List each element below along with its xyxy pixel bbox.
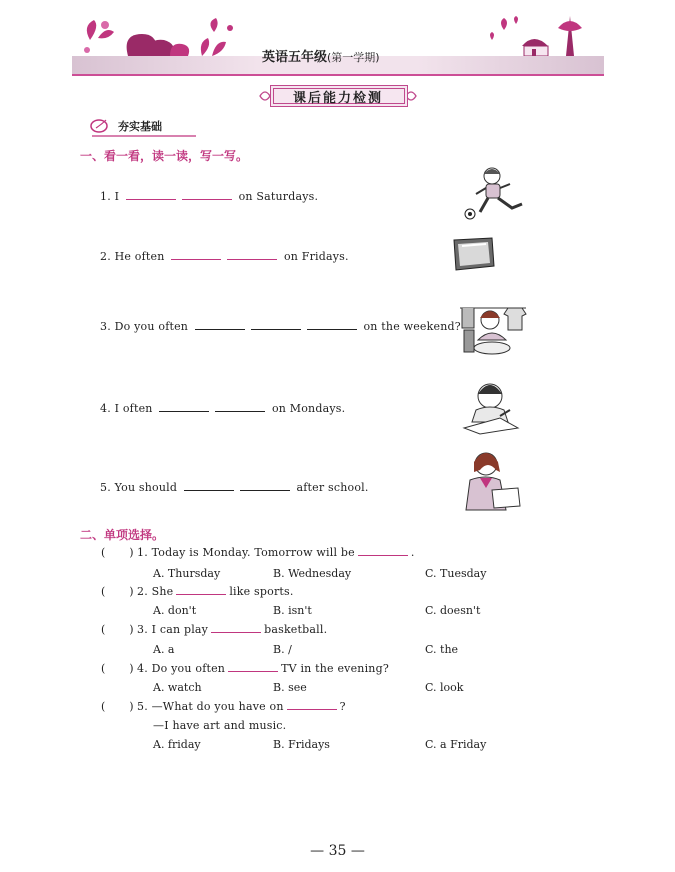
boy-doing-homework-picture (460, 380, 522, 436)
option-b[interactable]: B. Fridays (273, 738, 330, 751)
book-title-main: 英语五年级 (262, 50, 328, 65)
section-banner (258, 83, 418, 109)
s1-question-4: 4. I often on Mondays. (100, 402, 346, 415)
s1-question-5: 5. You should after school. (100, 481, 369, 494)
book-title-term: (第一学期) (327, 51, 380, 64)
option-c[interactable]: C. look (425, 681, 464, 694)
s2-question-4: 4. Do you often TV in the evening? (137, 662, 389, 675)
sub-heading (90, 116, 200, 138)
option-a[interactable]: A. Thursday (153, 567, 221, 580)
s2-question-3: 3. I can play basketball. (137, 623, 328, 636)
option-a[interactable]: A. friday (153, 738, 201, 751)
option-b[interactable]: B. / (273, 643, 292, 656)
option-c[interactable]: C. Tuesday (425, 567, 487, 580)
s2-question-5: 5. —What do you have on ? (137, 700, 346, 713)
answer-blank[interactable] (287, 700, 337, 710)
option-c[interactable]: C. the (425, 643, 459, 656)
option-b[interactable]: B. isn't (273, 604, 312, 617)
banner-title: 课后能力检测 (292, 91, 383, 106)
answer-blank[interactable] (159, 402, 209, 412)
option-b[interactable]: B. see (273, 681, 307, 694)
option-c[interactable]: C. a Friday (425, 738, 487, 751)
sub-heading-text: 夯实基础 (118, 120, 162, 133)
answer-blank[interactable] (240, 481, 290, 491)
option-c[interactable]: C. doesn't (425, 604, 481, 617)
s1-question-2: 2. He often on Fridays. (100, 250, 349, 263)
s2-question-5-reply: —I have art and music. (153, 719, 287, 732)
option-b[interactable]: B. Wednesday (273, 567, 352, 580)
boy-playing-football-picture (462, 166, 528, 224)
answer-blank[interactable] (184, 481, 234, 491)
girl-washing-clothes-picture (458, 300, 528, 358)
s1-question-3: 3. Do you often on the weekend? (100, 320, 461, 333)
page-number: — 35 — (310, 843, 365, 859)
section1-title: 一、看一看，读一读，写一写。 (80, 149, 249, 163)
answer-blank[interactable] (215, 402, 265, 412)
page-header (72, 10, 604, 76)
option-a[interactable]: A. a (153, 643, 175, 656)
answer-blank[interactable] (228, 662, 278, 672)
answer-blank[interactable] (227, 250, 277, 260)
answer-blank[interactable] (251, 320, 301, 330)
answer-paren-1[interactable]: ( ) (101, 546, 134, 559)
s1-question-1: 1. I on Saturdays. (100, 190, 319, 203)
s2-question-2: 2. She like sports. (137, 585, 294, 598)
option-a[interactable]: A. watch (153, 681, 202, 694)
answer-blank[interactable] (358, 546, 408, 556)
section2-title: 二、单项选择。 (80, 528, 165, 542)
option-a[interactable]: A. don't (153, 604, 197, 617)
answer-paren-2[interactable]: ( ) (101, 585, 134, 598)
girl-reading-picture (458, 448, 524, 518)
answer-paren-5[interactable]: ( ) (101, 700, 134, 713)
answer-paren-3[interactable]: ( ) (101, 623, 134, 636)
answer-blank[interactable] (307, 320, 357, 330)
answer-blank[interactable] (171, 250, 221, 260)
answer-blank[interactable] (126, 190, 176, 200)
answer-blank[interactable] (195, 320, 245, 330)
book-title (262, 46, 380, 65)
answer-blank[interactable] (211, 623, 261, 633)
answer-blank[interactable] (182, 190, 232, 200)
television-picture (452, 236, 496, 274)
answer-blank[interactable] (176, 585, 226, 595)
s2-question-1: 1. Today is Monday. Tomorrow will be . (137, 546, 415, 559)
answer-paren-4[interactable]: ( ) (101, 662, 134, 675)
